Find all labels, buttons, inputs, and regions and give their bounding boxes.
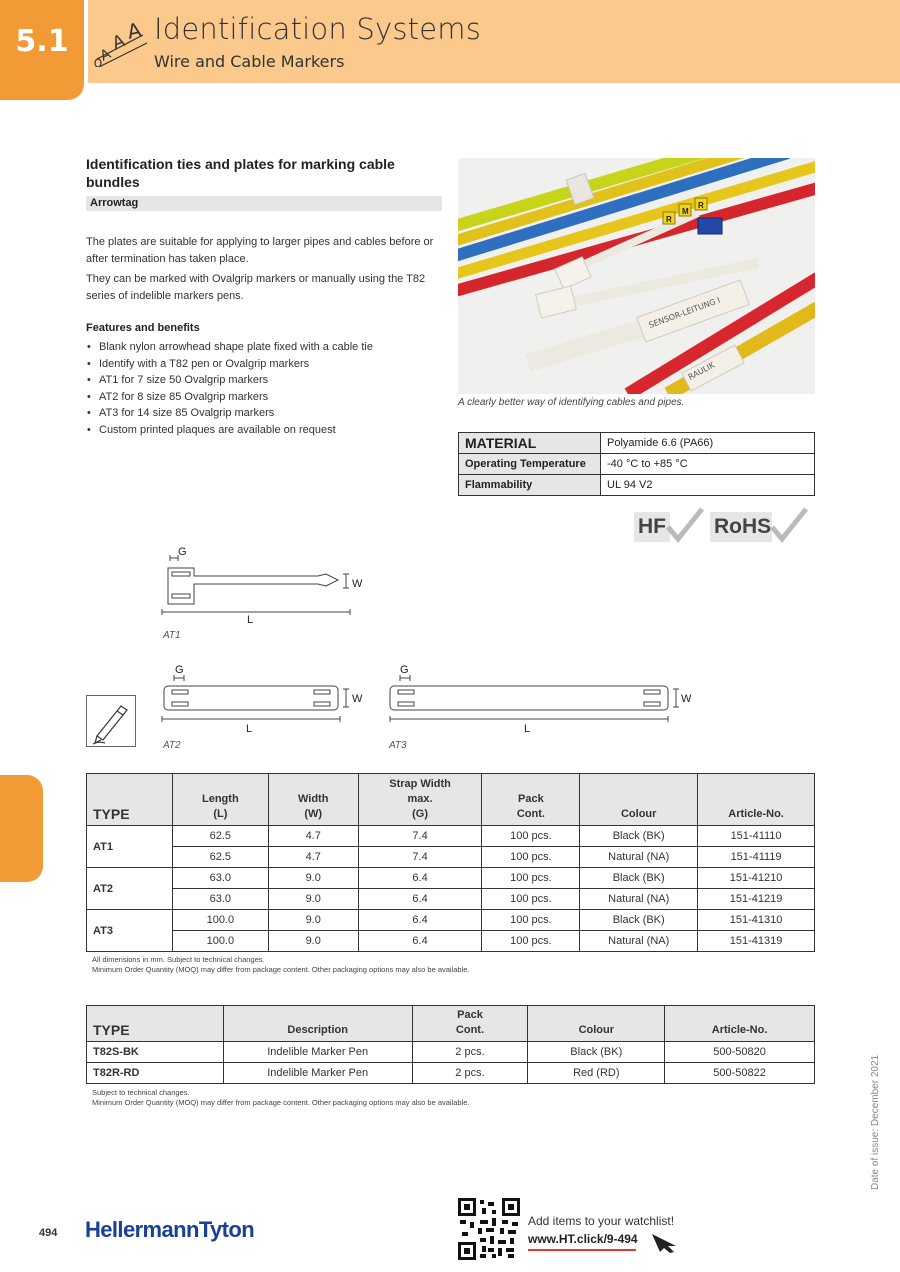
table-cell: 100.0: [172, 910, 268, 931]
table-row: [87, 931, 815, 952]
table-cell: -40 °C to +85 °C: [601, 454, 815, 475]
column-header: Colour: [528, 1006, 665, 1042]
table-header-row: [87, 1006, 815, 1042]
table-cell: 9.0: [268, 868, 358, 889]
column-header: Colour: [580, 774, 698, 826]
dim-w-label: W: [352, 693, 363, 705]
svg-text:A: A: [97, 46, 114, 65]
table-cell: 100 pcs.: [482, 910, 580, 931]
column-header: Width (W): [268, 774, 358, 826]
table-cell: Operating Temperature: [459, 454, 601, 475]
table-cell: 2 pcs.: [412, 1063, 528, 1084]
svg-text:A: A: [109, 30, 128, 54]
photo-cube-letter: R: [698, 201, 704, 210]
date-of-issue: Date of issue: December 2021: [870, 1054, 881, 1190]
dim-l-label: L: [524, 723, 531, 735]
watchlist-text: Add items to your watchlist!: [528, 1214, 675, 1228]
table-cell: 151-41219: [698, 889, 815, 910]
table-row: [87, 847, 815, 868]
table-cell: 6.4: [358, 910, 482, 931]
column-header: Length (L): [172, 774, 268, 826]
table-cell: AT2: [87, 868, 173, 910]
table-cell: 6.4: [358, 868, 482, 889]
svg-text:A: A: [125, 17, 144, 44]
table-cell: Natural (NA): [580, 889, 698, 910]
table-cell: T82S-BK: [87, 1042, 224, 1063]
table-cell: MATERIAL: [459, 433, 601, 454]
table-cell: Indelible Marker Pen: [223, 1042, 412, 1063]
table-cell: Polyamide 6.6 (PA66): [601, 433, 815, 454]
table-cell: 9.0: [268, 931, 358, 952]
pointer-arrow-icon: [650, 1232, 680, 1254]
marker-pen-table: [86, 1005, 815, 1084]
table-cell: Black (BK): [528, 1042, 665, 1063]
column-header: TYPE: [87, 774, 173, 826]
dim-l-label: L: [246, 723, 253, 735]
table-cell: 9.0: [268, 889, 358, 910]
dim-l-label: L: [247, 614, 254, 626]
checkmark-icon: [770, 507, 808, 543]
column-header: Strap Width max. (G): [358, 774, 482, 826]
column-header: Article-No.: [665, 1006, 815, 1042]
at2-label: AT2: [163, 740, 181, 751]
product-name: Arrowtag: [86, 196, 442, 211]
table-cell: 100 pcs.: [482, 868, 580, 889]
table-cell: 100 pcs.: [482, 889, 580, 910]
photo-cube-letter: M: [682, 207, 689, 216]
arrowtag-table: [86, 773, 815, 952]
link-underline: [528, 1249, 636, 1251]
watchlist-link[interactable]: www.HT.click/9-494: [528, 1232, 638, 1246]
description-para-1: The plates are suitable for applying to larger pipes and cables before or after termination has taken place.: [86, 236, 434, 265]
table-cell: AT3: [87, 910, 173, 952]
checkmark-icon: [666, 507, 704, 543]
wire-marker-logo-icon: [93, 15, 149, 67]
table-cell: 151-41210: [698, 868, 815, 889]
features-list: [86, 339, 446, 438]
dim-w-label: W: [681, 693, 692, 705]
table-row: [87, 910, 815, 931]
at3-label: AT3: [389, 740, 407, 751]
table-row: [87, 889, 815, 910]
table-cell: 100 pcs.: [482, 931, 580, 952]
photo-cube-letter: R: [666, 215, 672, 224]
table-cell: 9.0: [268, 910, 358, 931]
table-cell: 6.4: [358, 889, 482, 910]
features-heading: Features and benefits: [86, 322, 200, 334]
table-row: [459, 433, 815, 454]
list-item: • Blank nylon arrowhead shape plate fixed with a cable tie: [86, 339, 446, 356]
table-cell: Black (BK): [580, 826, 698, 847]
column-header: Pack Cont.: [482, 774, 580, 826]
table-cell: 100 pcs.: [482, 847, 580, 868]
table-cell: Natural (NA): [580, 931, 698, 952]
hf-badge: HF: [634, 507, 706, 543]
table-cell: AT1: [87, 826, 173, 868]
at1-diagram: [150, 540, 380, 630]
table1-note: All dimensions in mm. Subject to technical changes. Minimum Order Quantity (MOQ) may differ from package content. Other packaging options may also be available.: [92, 955, 470, 974]
table-cell: 6.4: [358, 931, 482, 952]
list-item: • AT3 for 14 size 85 Ovalgrip markers: [86, 405, 446, 422]
table-cell: T82R-RD: [87, 1063, 224, 1084]
page-title: Identification Systems: [154, 12, 482, 46]
dim-g-label: G: [175, 664, 184, 676]
dim-g-label: G: [400, 664, 409, 676]
table-cell: 2 pcs.: [412, 1042, 528, 1063]
table-row: [87, 868, 815, 889]
table-cell: 500-50820: [665, 1042, 815, 1063]
table-cell: 63.0: [172, 889, 268, 910]
table-cell: 151-41310: [698, 910, 815, 931]
page-subtitle: Wire and Cable Markers: [154, 52, 345, 71]
table-cell: 4.7: [268, 847, 358, 868]
section-tab: [0, 0, 84, 100]
photo-tag-label: SENSOR-LEITUNG I: [647, 295, 722, 330]
photo-tag-label: RAULIK: [686, 360, 717, 382]
table-cell: Flammability: [459, 475, 601, 496]
table-header-row: [87, 774, 815, 826]
list-item: • AT1 for 7 size 50 Ovalgrip markers: [86, 372, 446, 389]
table-row: [459, 475, 815, 496]
table-cell: Natural (NA): [580, 847, 698, 868]
table-cell: 62.5: [172, 826, 268, 847]
table-cell: 100 pcs.: [482, 826, 580, 847]
table-cell: 7.4: [358, 826, 482, 847]
table-row: [87, 1063, 815, 1084]
table-cell: UL 94 V2: [601, 475, 815, 496]
table-cell: Red (RD): [528, 1063, 665, 1084]
description-para-2: They can be marked with Ovalgrip markers or manually using the T82 series of indelible markers pens.: [86, 273, 426, 302]
table-cell: Black (BK): [580, 910, 698, 931]
dim-g-label: G: [178, 546, 187, 558]
table-cell: 151-41119: [698, 847, 815, 868]
at3-diagram: [378, 660, 708, 745]
brand-logo: HellermannTyton: [85, 1217, 255, 1242]
rohs-badge: RoHS: [710, 507, 806, 543]
table2-note: Subject to technical changes. Minimum Order Quantity (MOQ) may differ from package content. Other packaging options may also be available.: [92, 1088, 470, 1107]
column-header: Article-No.: [698, 774, 815, 826]
table-cell: Black (BK): [580, 868, 698, 889]
at2-diagram: [150, 660, 380, 745]
product-title: Identification ties and plates for marking cable bundles: [86, 156, 395, 190]
marker-pen-icon: [86, 695, 136, 747]
table-cell: 7.4: [358, 847, 482, 868]
table-cell: Indelible Marker Pen: [223, 1063, 412, 1084]
dim-w-label: W: [352, 578, 363, 590]
table-cell: 63.0: [172, 868, 268, 889]
column-header: TYPE: [87, 1006, 224, 1042]
product-photo: [458, 158, 815, 394]
photo-caption: A clearly better way of identifying cables and pipes.: [458, 397, 685, 408]
list-item: • Custom printed plaques are available on request: [86, 422, 446, 439]
table-row: [87, 1042, 815, 1063]
at1-label: AT1: [163, 630, 181, 641]
table-cell: 62.5: [172, 847, 268, 868]
side-tab: [0, 775, 43, 882]
section-number: 5.1: [15, 24, 69, 59]
list-item: • AT2 for 8 size 85 Ovalgrip markers: [86, 389, 446, 406]
table-cell: 4.7: [268, 826, 358, 847]
table-row: [87, 826, 815, 847]
table-cell: 151-41319: [698, 931, 815, 952]
table-cell: 100.0: [172, 931, 268, 952]
table-cell: 500-50822: [665, 1063, 815, 1084]
page-number: 494: [39, 1227, 58, 1239]
table-cell: 151-41110: [698, 826, 815, 847]
list-item: • Identify with a T82 pen or Ovalgrip markers: [86, 356, 446, 373]
table-row: [459, 454, 815, 475]
qr-code-icon[interactable]: [458, 1198, 520, 1260]
material-table: [458, 432, 815, 496]
column-header: Pack Cont.: [412, 1006, 528, 1042]
column-header: Description: [223, 1006, 412, 1042]
